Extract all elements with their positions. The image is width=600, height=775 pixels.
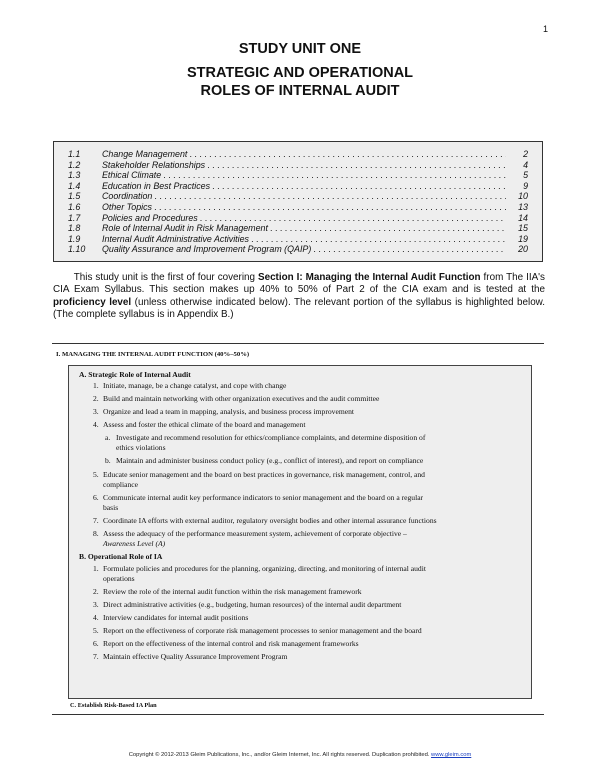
toc-title: Coordination . . . bbox=[102, 191, 506, 202]
website-link[interactable]: www.gleim.com bbox=[431, 752, 472, 758]
toc-row[interactable] bbox=[68, 202, 528, 213]
toc-page: 10 bbox=[518, 191, 528, 202]
toc-page: 13 bbox=[518, 201, 528, 212]
toc-row[interactable] bbox=[68, 213, 528, 224]
toc-number: 1.3 bbox=[68, 170, 81, 181]
syllabus-heading: I. MANAGING THE INTERNAL AUDIT FUNCTION (40%–50%) bbox=[56, 351, 250, 358]
toc-page: 15 bbox=[518, 223, 528, 234]
toc-number: 1.4 bbox=[68, 180, 81, 191]
toc-title: Policies and Procedures . . . bbox=[102, 213, 506, 224]
intro-text: (unless otherwise indicated below). The relevant portion of the syllabus is highlighted below. (The complete syllabus is in Appendix B.) bbox=[53, 296, 546, 321]
page-number: 1 bbox=[542, 24, 548, 34]
intro-level: proficiency level bbox=[53, 296, 132, 308]
toc-page: 20 bbox=[518, 244, 528, 255]
toc-row[interactable] bbox=[68, 160, 528, 171]
toc-row[interactable] bbox=[68, 244, 528, 255]
toc-row[interactable] bbox=[68, 191, 528, 202]
toc-row[interactable] bbox=[68, 234, 528, 245]
toc-number: 1.10 bbox=[68, 244, 86, 255]
toc-number: 1.7 bbox=[68, 212, 81, 223]
toc-page: 2 bbox=[523, 149, 528, 159]
toc-title: Other Topics . . . bbox=[102, 202, 506, 213]
toc-row[interactable] bbox=[68, 181, 528, 192]
toc-number: 1.9 bbox=[68, 233, 81, 244]
syllabus-excerpt bbox=[52, 343, 544, 715]
toc-number: 1.5 bbox=[68, 191, 81, 202]
section-a-heading: A. Strategic Role of Internal Audit bbox=[79, 370, 191, 379]
toc-page: 14 bbox=[518, 212, 528, 223]
toc-number: 1.2 bbox=[68, 159, 81, 170]
toc-title: Ethical Climate . . . bbox=[102, 170, 506, 181]
intro-paragraph bbox=[53, 272, 545, 322]
toc-row[interactable] bbox=[68, 149, 528, 160]
toc-page: 9 bbox=[523, 180, 528, 191]
toc-number: 1.8 bbox=[68, 223, 81, 234]
toc-number: 1.6 bbox=[68, 201, 81, 212]
toc-page: 5 bbox=[523, 170, 528, 181]
toc-number: 1.1 bbox=[68, 149, 81, 159]
toc-title: Role of Internal Audit in Risk Management . . . bbox=[102, 223, 506, 234]
intro-section-name: Section I: Managing the Internal Audit Function bbox=[257, 272, 481, 283]
toc-title: Change Management . . . bbox=[102, 149, 506, 160]
toc-title: Stakeholder Relationships . . . bbox=[102, 160, 506, 171]
page-title bbox=[0, 40, 600, 100]
section-b-heading: B. Operational Role of IA bbox=[79, 552, 163, 561]
intro-text: This study unit is the first of four covering bbox=[73, 272, 258, 283]
toc-page: 19 bbox=[518, 233, 528, 244]
toc-page: 4 bbox=[523, 159, 528, 170]
table-of-contents bbox=[53, 141, 543, 262]
toc-row[interactable] bbox=[68, 223, 528, 234]
toc-title: Education in Best Practices . . . bbox=[102, 181, 506, 192]
title-line-3: ROLES OF INTERNAL AUDIT bbox=[200, 83, 400, 99]
intro-text: from The IIA's CIA Exam Syllabus. This section makes up 40% to 50% of Part 2 of the CIA exam and is tested at the bbox=[53, 272, 545, 296]
footer bbox=[0, 752, 600, 758]
title-line-2: STRATEGIC AND OPERATIONAL bbox=[186, 65, 414, 81]
copyright-text: Copyright © 2012-2013 Gleim Publications, Inc., and/or Gleim Internet, Inc. All rights reserved. Duplication prohibited. bbox=[128, 752, 432, 758]
section-c-heading: C. Establish Risk-Based IA Plan bbox=[70, 702, 157, 709]
highlighted-syllabus: A. Strategic Role of Internal Audit 1. Initiate, manage, be a change catalyst, and cope with change 2. Build and maintain networking with other organization executives and the audit committee 3. Organize and lead a team in mapping, analysis, and business process improvement 4. Assess and foster the ethical climate of the board and management a. Investigate and recommend resolution for ethics/compliance complaints, and determine disposition of ethics violations b. Maintain and administer business conduct policy (e.g., conflict of interest), and report on compliance 5. Educate senior management and the board on best practices in governance, risk management, control, and compliance 6. Communicate internal audit key performance indicators to senior management and the board on a regular basis 7. Coordinate IA efforts with external auditor, regulatory oversight bodies and other internal assurance functions 8. Assess the adequacy of the performance measurement system, achievement of corporate objective – Awareness Level (A) B. Operational Role of IA 1. Formulate policies and procedures for the planning, organizing, directing, and monitoring of internal audit operations 2. Review the role of the internal audit function within the risk management framework 3. Direct administrative activities (e.g., budgeting, human resources) of the internal audit department 4. Interview candidates for internal audit positions 5. Report on the effectiveness of corporate risk management processes to senior management and the board 6. Report on the effectiveness of the internal control and risk management frameworks 7. Maintain effective Quality Assurance Improvement Program bbox=[68, 365, 532, 699]
toc-title: Internal Audit Administrative Activities . . . bbox=[102, 234, 506, 245]
toc-row[interactable] bbox=[68, 170, 528, 181]
toc-title: Quality Assurance and Improvement Program (QAIP) . . . bbox=[102, 244, 506, 255]
title-line-1: STUDY UNIT ONE bbox=[238, 41, 362, 57]
